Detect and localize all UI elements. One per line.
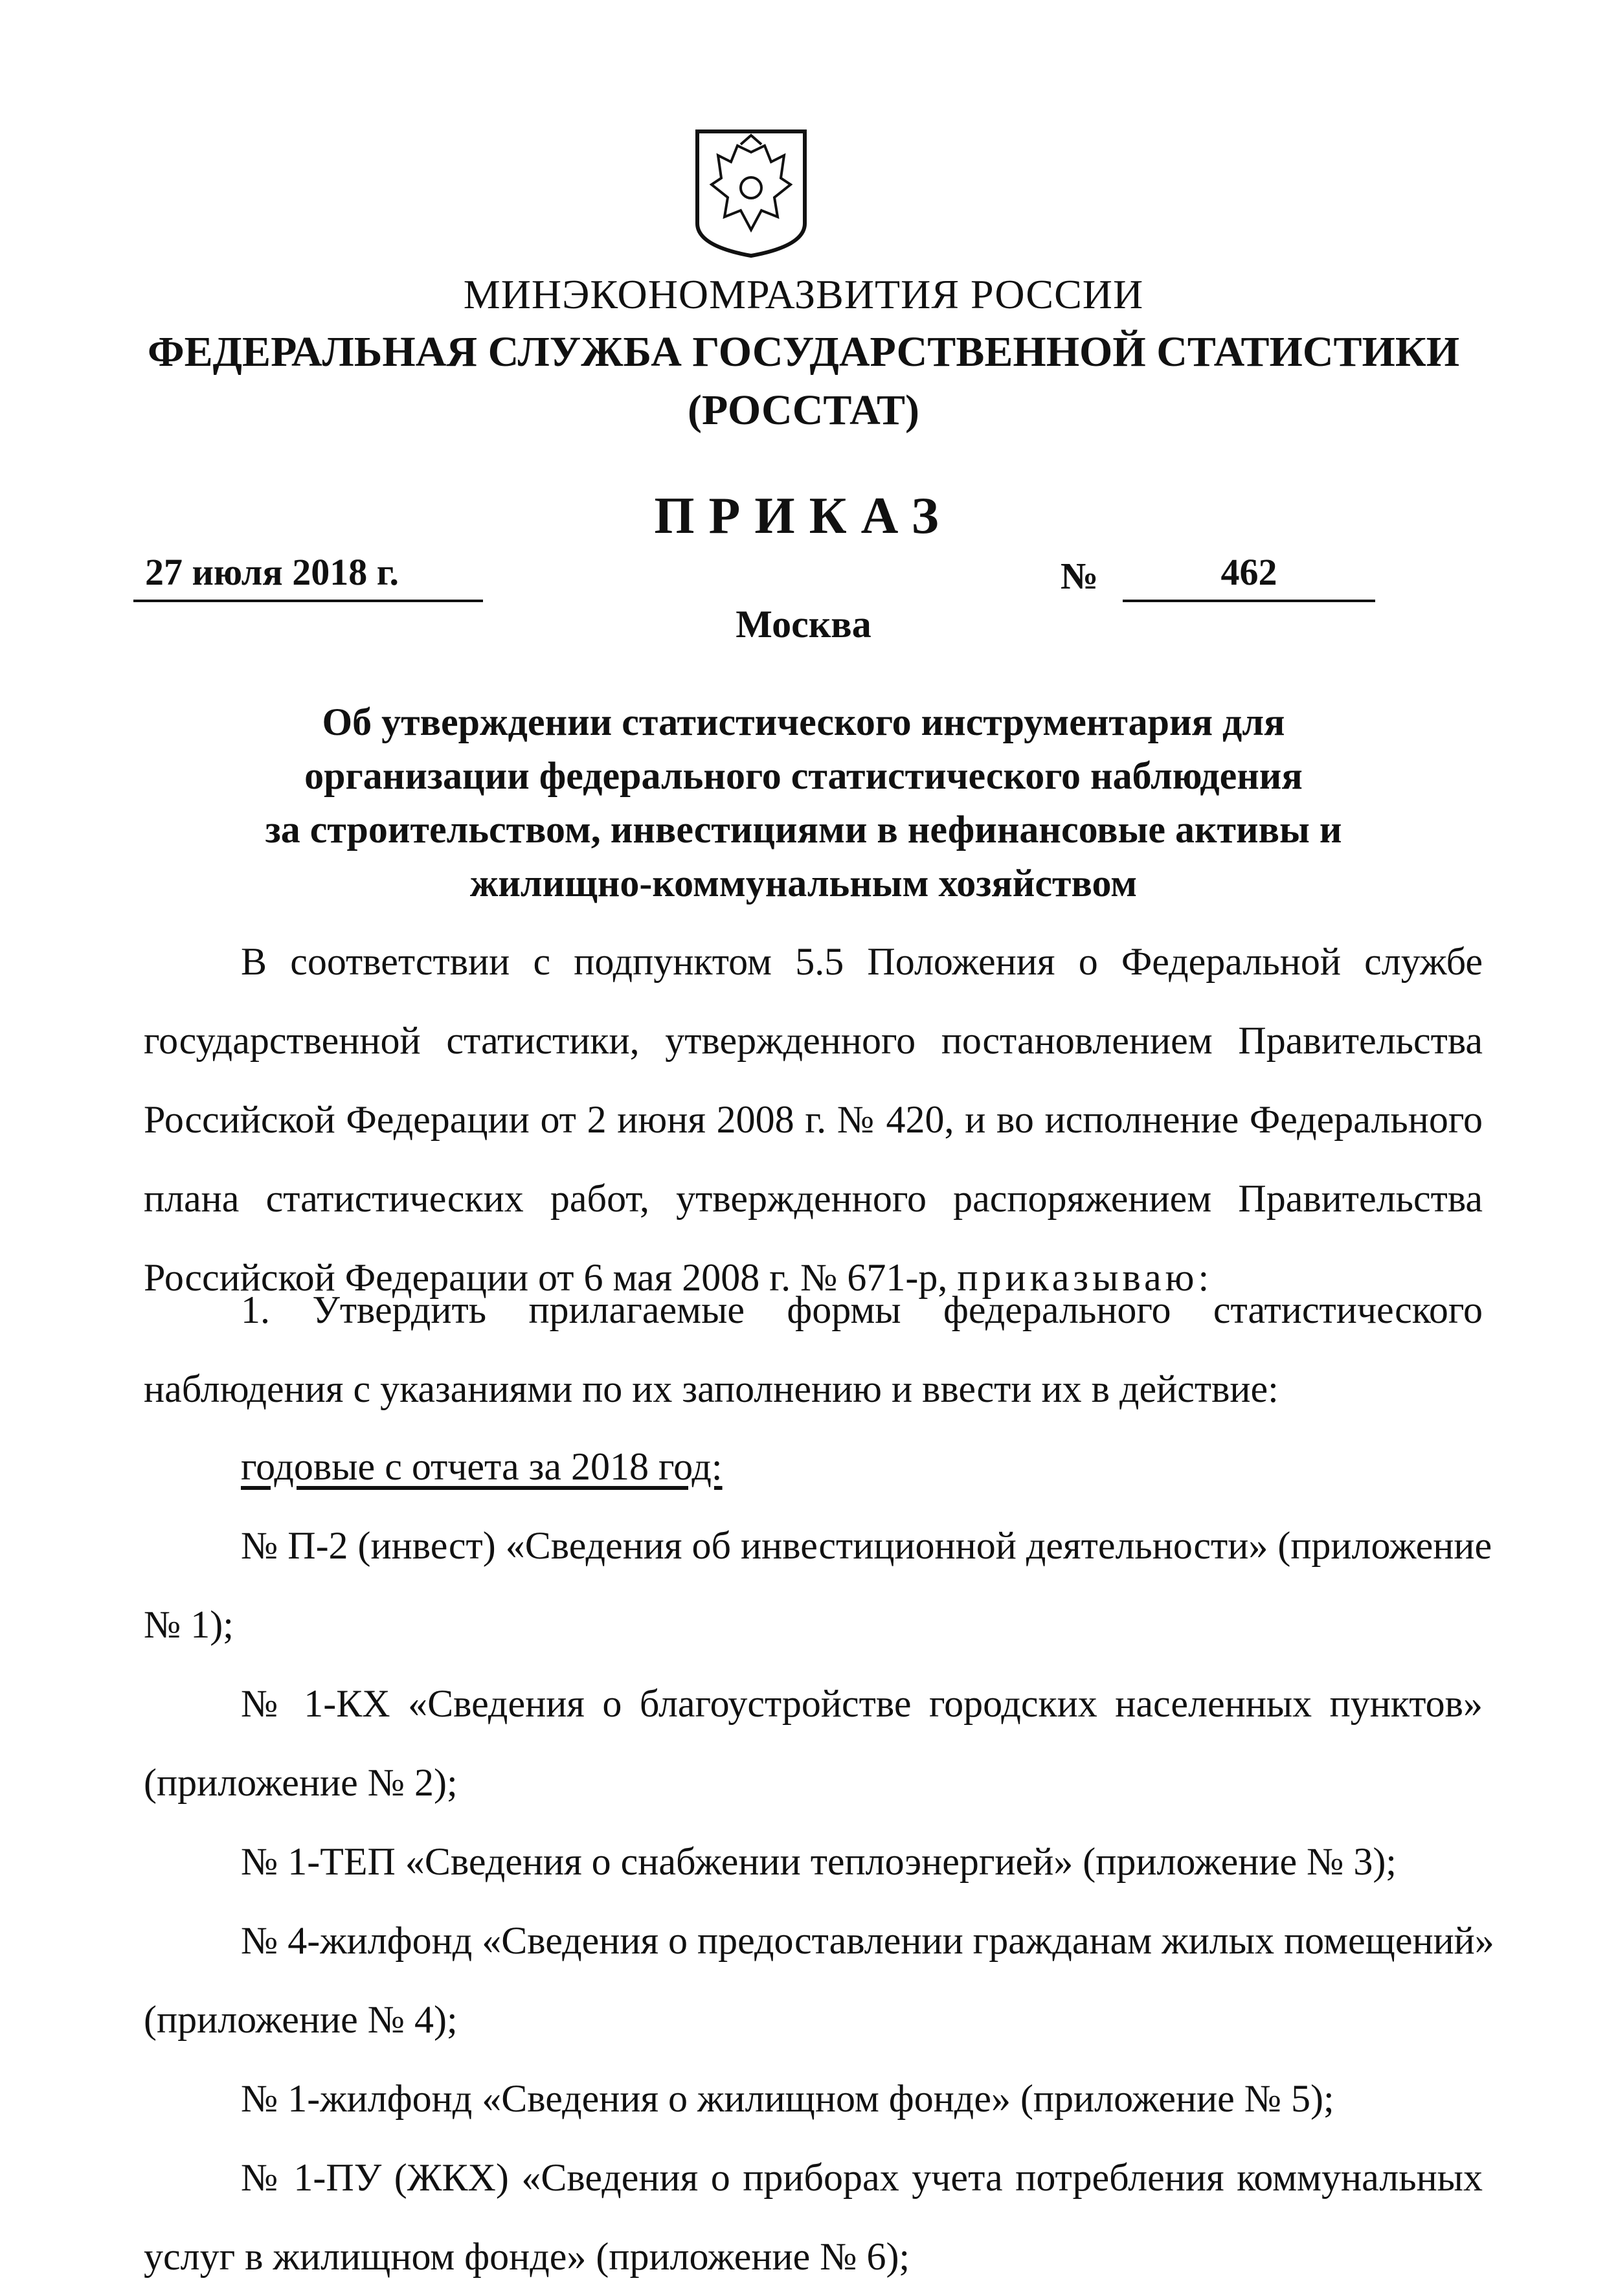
order-verb: приказываю: [957,1256,1213,1299]
title-line: за строительством, инвестициями в нефинансовые активы и [265,808,1342,851]
document-type: ПРИКАЗ [654,488,953,545]
order-city: Москва [736,603,871,646]
form-item: № П-2 (инвест) «Сведения об инвестиционной деятельности» (приложение [241,1524,1492,1567]
form-item: № 1); [144,1603,234,1646]
form-item: № 1-жилфонд «Сведения о жилищном фонде» (приложение № 5); [241,2077,1334,2120]
preamble-line: плана статистических работ, утвержденного распоряжением Правительства [144,1177,1483,1220]
form-item: № 1-КХ «Сведения о благоустройстве городских населенных пунктов» [241,1682,1483,1725]
preamble-line: В соответствии с подпунктом 5.5 Положения о Федеральной службе [241,940,1483,983]
service-abbrev: (РОССТАТ) [688,387,919,434]
forms-list [144,1506,1494,2296]
order-date: 27 июля 2018 г. [133,550,483,602]
preamble-line: Российской Федерации от 2 июня 2008 г. № 420, и во исполнение Федерального [144,1098,1483,1141]
form-item: № 4-жилфонд «Сведения о предоставлении гражданам жилых помещений» [241,1919,1494,1962]
ministry-name: МИНЭКОНОМРАЗВИТИЯ РОССИИ [463,271,1144,317]
preamble-paragraph [144,922,1483,1317]
title-line: жилищно-коммунальным хозяйством [469,862,1138,905]
title-line: организации федерального статистического наблюдения [304,754,1303,797]
item-1-paragraph [144,1270,1483,1428]
annual-heading [144,1427,1483,1506]
order-number-label: № [1061,555,1099,597]
annual-heading-text: годовые с отчета за 2018 год: [241,1445,723,1488]
order-number: 462 [1123,550,1375,602]
order-title [0,695,1607,910]
form-item: (приложение № 2); [144,1761,458,1804]
item-1-line: наблюдения с указаниями по их заполнению и ввести их в действие: [144,1367,1279,1410]
title-line: Об утверждении статистического инструментария для [322,701,1285,743]
coat-of-arms-icon [692,126,810,260]
form-item: услуг в жилищном фонде» (приложение № 6); [144,2235,910,2278]
form-item: № 1-ПУ (ЖКХ) «Сведения о приборах учета потребления коммунальных [241,2156,1483,2199]
form-item: № 1-ТЕП «Сведения о снабжении теплоэнергией» (приложение № 3); [241,1840,1397,1883]
preamble-line: государственной статистики, утвержденного постановлением Правительства [144,1019,1483,1062]
form-item: (приложение № 4); [144,1998,458,2041]
preamble-text: Российской Федерации от 6 мая 2008 г. № 671-р, [144,1256,948,1299]
service-name: ФЕДЕРАЛЬНАЯ СЛУЖБА ГОСУДАРСТВЕННОЙ СТАТИСТИКИ [147,328,1460,376]
item-1-line: 1. Утвердить прилагаемые формы федерального статистического [241,1289,1483,1331]
